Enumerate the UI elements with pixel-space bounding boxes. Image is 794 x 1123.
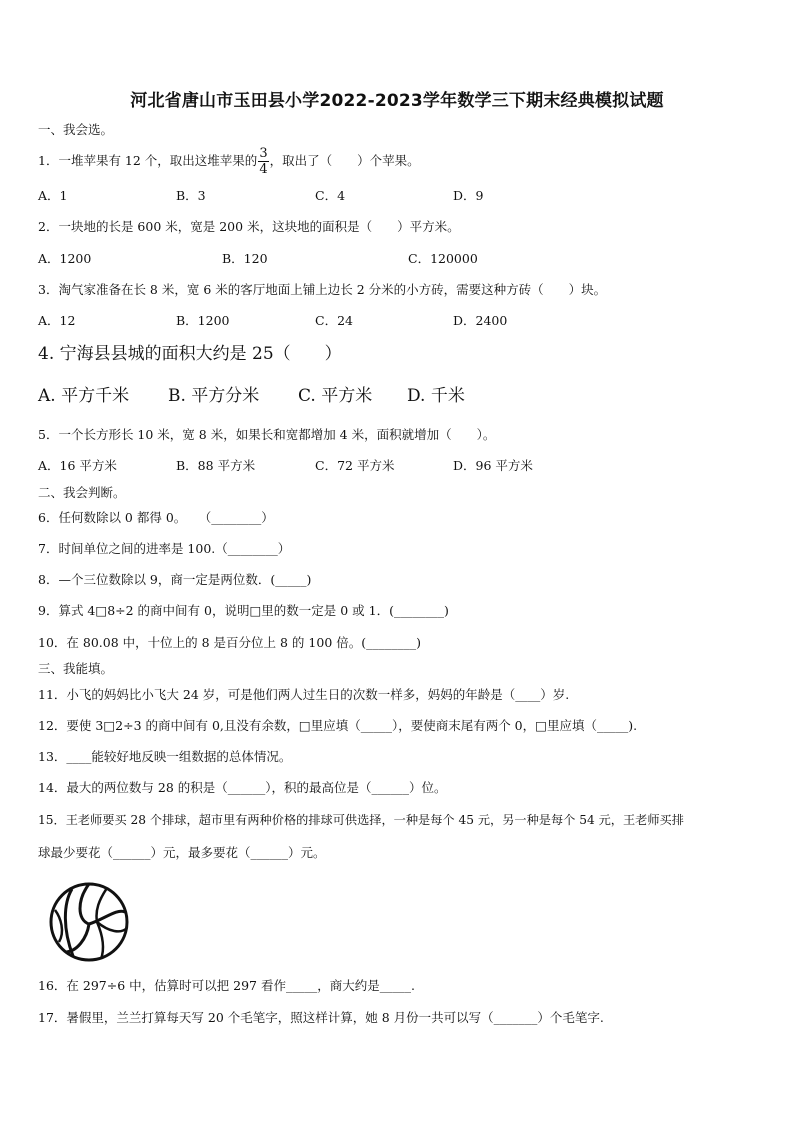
fraction-numerator: 3 [259,146,268,161]
section-heading-choice: 一、我会选。 [38,122,114,137]
question-1-option-a[interactable]: A．1 [38,188,68,203]
question-5-option-a[interactable]: A．16 平方米 [38,458,117,473]
question-3-option-d[interactable]: D．2400 [453,313,508,328]
question-8: 8．—个三位数除以 9，商一定是两位数．(_____) [38,572,312,587]
section-heading-fill: 三、我能填。 [38,661,114,676]
question-13: 13．____能较好地反映一组数据的总体情况。 [38,749,292,764]
question-4: 4. 宁海县县城的面积大约是 25（ ） [38,344,342,364]
question-1 [38,146,420,177]
question-3-option-a[interactable]: A．12 [38,313,76,328]
fraction-denominator: 4 [259,162,268,177]
question-5-option-d[interactable]: D．96 平方米 [453,458,533,473]
question-1-option-d[interactable]: D．9 [453,188,484,203]
question-12: 12．要使 3□2÷3 的商中间有 0,且没有余数，□里应填（_____），要使商末尾有两个 0，□里应填（_____). [38,718,638,733]
question-15-line-1: 15．王老师要买 28 个排球，超市里有两种价格的排球可供选择，一种是每个 45 元，另一种是每个 54 元，王老师买排 [38,813,684,827]
question-2-option-b[interactable]: B．120 [222,251,268,266]
question-3-option-b[interactable]: B．1200 [176,313,230,328]
question-14: 14．最大的两位数与 28 的积是（______），积的最高位是（______）位。 [38,780,447,795]
question-4-option-a[interactable]: A. 平方千米 [38,386,130,406]
section-heading-judge: 二、我会判断。 [38,485,126,500]
fraction-three-quarters [258,146,268,177]
question-1-option-b[interactable]: B．3 [176,188,206,203]
question-16: 16．在 297÷6 中，估算时可以把 297 看作_____，商大约是_____. [38,978,415,993]
question-5: 5．一个长方形长 10 米，宽 8 米，如果长和宽都增加 4 米，面积就增加（ ）。 [38,427,496,442]
question-5-option-c[interactable]: C．72 平方米 [315,458,395,473]
question-1-text-post: ，取出了（ ）个苹果。 [269,153,420,168]
question-2-option-c[interactable]: C．120000 [408,251,478,266]
question-6: 6．任何数除以 0 都得 0。 （________） [38,510,274,525]
question-4-option-b[interactable]: B. 平方分米 [168,386,260,406]
question-1-option-c[interactable]: C．4 [315,188,346,203]
question-17: 17．暑假里，兰兰打算每天写 20 个毛笔字，照这样计算，她 8 月份一共可以写（_______）个毛笔字. [38,1010,604,1025]
question-2: 2．一块地的长是 600 米，宽是 200 米，这块地的面积是（ ）平方米。 [38,219,460,234]
question-3: 3．淘气家准备在长 8 米，宽 6 米的客厅地面上铺上边长 2 分米的小方砖，需要这种方砖（ ）块。 [38,282,607,297]
question-4-option-c[interactable]: C. 平方米 [298,386,373,406]
question-4-option-d[interactable]: D. 千米 [407,386,465,406]
question-10: 10．在 80.08 中，十位上的 8 是百分位上 8 的 100 倍。(________) [38,635,421,650]
question-15-line-2: 球最少要花（______）元，最多要花（______）元。 [38,845,326,860]
question-9: 9．算式 4□8÷2 的商中间有 0，说明□里的数一定是 0 或 1．(________) [38,603,449,618]
question-3-option-c[interactable]: C．24 [315,313,353,328]
question-5-option-b[interactable]: B．88 平方米 [176,458,256,473]
question-1-text-pre: 1．一堆苹果有 12 个，取出这堆苹果的 [38,153,258,168]
question-2-option-a[interactable]: A．1200 [38,251,92,266]
volleyball-icon [47,880,131,964]
question-7: 7．时间单位之间的进率是 100.（________） [38,541,291,556]
question-11: 11．小飞的妈妈比小飞大 24 岁，可是他们两人过生日的次数一样多，妈妈的年龄是（____）岁. [38,687,570,702]
page-title: 河北省唐山市玉田县小学2022-2023学年数学三下期末经典模拟试题 [130,91,664,111]
